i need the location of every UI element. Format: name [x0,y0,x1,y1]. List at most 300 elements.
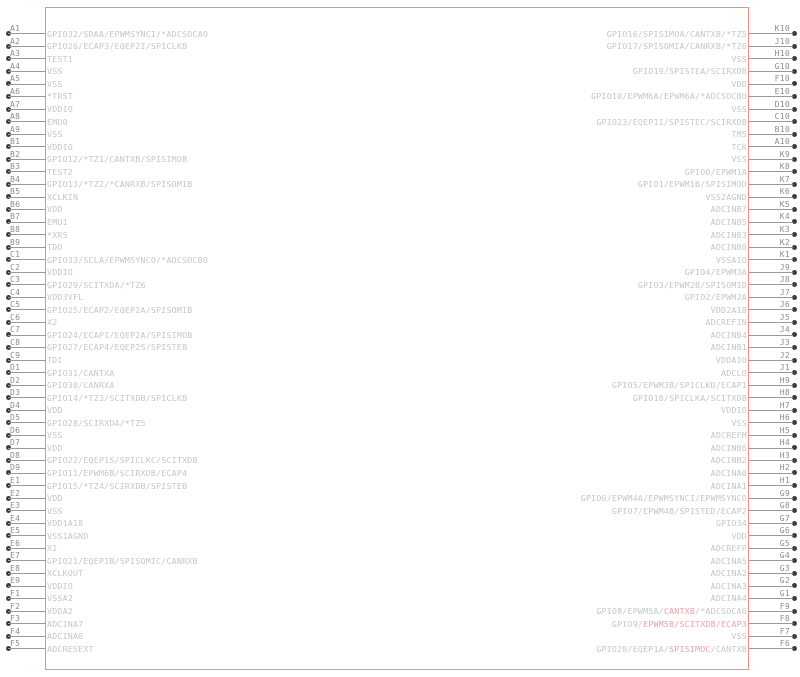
pin-row-F6 [0,639,800,655]
pin-number: D6 [10,425,21,435]
pin-label-segment: GPIO6/EPWM4A/EPWMSYNCI/EPWMSYNCO [580,493,747,504]
pin-label-segment: VDD3VFL [47,292,84,303]
pin-line [749,422,793,423]
pin-row-H4 [0,438,800,454]
pin-label [731,530,747,542]
pin-label [711,567,747,579]
pin-label [711,229,747,241]
pin-label-segment: VSS [47,78,63,89]
pin-label-segment: VDDIO [47,580,73,591]
pin-number: H1 [779,476,790,485]
pin-number: E6 [10,538,21,548]
pin-line [749,397,793,398]
pin-row-G10 [0,61,800,78]
pin-label-segment: ADCINA2 [710,568,747,579]
pin-row-K8 [0,162,800,178]
pin-row-J1 [0,363,800,379]
pin-number: A2 [10,36,21,46]
pin-row-H7 [0,400,800,417]
pin-row-K3 [0,225,800,241]
pin-row-J2 [0,350,800,367]
pin-number: K3 [779,225,790,234]
pin-label-segment: GPIO15/*TZ4/SCIRXDB/SPISTEB [47,480,188,491]
pin-row-K2 [0,237,800,254]
pin-label-segment: VDD [47,442,63,453]
pin-number: F5 [10,639,21,649]
pin-label-segment: GPIO34 [715,518,747,529]
pin-number: D2 [10,375,21,385]
pin-line [749,146,793,147]
pin-label-segment: GPIO26/ECAP3/EQEP2I/SPICLKB [47,41,188,52]
pin-label-segment: ADCINB3 [710,229,747,240]
pin-label-segment: VSS [47,66,63,77]
pin-label-segment: GPIO33/SCLA/EPWMSYNCO/*ADCSOCBO [47,254,209,265]
pin-row-J10 [0,36,800,53]
pin-label-segment: VSS [47,430,63,441]
pin-label [731,630,747,642]
pin-row-F8 [0,614,800,630]
pin-line [749,84,793,85]
pin-number: J8 [779,275,790,285]
pin-number: A8 [10,112,21,122]
pin-label-segment: GPIO25/ECAP2/EQEP2A/SPISOMIB [47,304,193,315]
pin-row-G2 [0,576,800,592]
pin-label-segment: GPIO27/ECAP4/EQEP2S/SPISTEB [47,342,188,353]
pin-label [711,241,747,253]
pin-number: K10 [774,24,790,34]
pin-number: H6 [779,413,790,423]
pin-line [749,96,793,97]
pin-label-segment: ADCINB6 [710,442,747,453]
pin-line [749,560,793,561]
pin-line [749,648,793,649]
pin-label [711,216,747,228]
pin-label-segment: GPIO28/SCIRXDA/*TZ5 [47,417,146,428]
pin-label-segment: VSS2AGND [705,191,747,202]
pin-label-segment: GPIO30/CANRXA [47,380,115,391]
pin-label [711,592,747,604]
pin-number: B3 [10,162,21,172]
pin-label-segment: /*ADCSOCAO [695,606,747,616]
pin-number: E3 [10,501,21,511]
pin-number: H3 [779,450,790,460]
pin-number: C4 [10,287,21,297]
pin-label-segment: ADCINA4 [710,593,747,604]
pin-line [749,71,793,72]
pin-number: J3 [779,337,790,347]
pin-label-segment: ADCREFP [710,543,747,554]
pin-label-segment: EMU1 [47,216,68,227]
pin-number: G1 [779,588,790,598]
pin-number: B1 [10,137,21,147]
pin-label [711,203,747,215]
pin-number: F7 [779,626,790,636]
pin-label [731,78,747,90]
pin-label-segment: TDO [47,242,63,253]
pin-label-segment: VSSAIO [715,254,747,265]
pin-row-F7 [0,626,800,643]
pin-number: F4 [10,626,21,636]
pin-row-G4 [0,551,800,567]
pin-label-segment: VDD1A18 [47,518,84,529]
pin-label-segment: ADCINB4 [710,329,747,340]
pin-row-B10 [0,124,800,141]
pin-number: D1 [10,363,21,373]
pin-number: E7 [10,551,21,561]
pin-label-segment: GPIO18/SPICLKA/SCITXDB [632,392,747,403]
pin-row-J8 [0,275,800,291]
pin-label-segment: GPIO31/CANTXA [47,367,115,378]
pin-line [749,259,793,260]
pin-label-segment: GPIO14/*TZ3/SCITXDB/SPICLKB [47,392,188,403]
pin-label [596,605,747,617]
pin-line [749,234,793,235]
pin-label [711,580,747,592]
pin-row-G8 [0,501,800,517]
pin-number: K7 [779,174,790,184]
pin-number: B4 [10,174,21,184]
pin-label-segment: GPIO0/EPWM1A [684,166,747,177]
pin-label-segment: ADCINB0 [710,242,747,253]
pin-line [749,184,793,185]
pin-label-segment: VDDA2 [47,606,73,616]
pin-label-segment: VSS1AGND [47,530,89,541]
pin-label-segment: VDDIO [47,267,73,278]
pin-line [749,548,793,549]
pin-label-segment: GPIO8/EPWM5A/ [596,606,664,616]
pin-label-segment: XCLKIN [47,191,79,202]
pin-label [705,316,747,328]
pin-label-segment: ADCINB2 [710,455,747,466]
pin-number: H8 [779,388,790,398]
pin-number: C7 [10,325,21,335]
pin-line [749,410,793,411]
pin-number: E1 [10,476,21,485]
pin-row-H2 [0,463,800,479]
pin-label-segment: VDD2A18 [710,304,747,315]
pin-label [711,480,747,492]
pin-label-segment: GPIO22/EQEP1S/SPICLKC/SCITXDB [47,455,198,466]
pin-number: K2 [779,237,790,247]
pin-number: F1 [10,588,21,598]
pin-label [716,254,747,266]
pin-label-segment: GPIO12/*TZ1/CANTXB/SPISIMOB [47,154,188,165]
pin-number: E5 [10,526,21,536]
pin-label-segment: XCLKOUT [47,568,84,579]
pin-label-segment: GPIO20/EQEP1A/ [596,643,670,654]
pin-line [749,485,793,486]
pin-line [749,284,793,285]
pin-row-K1 [0,250,800,266]
pin-number: J9 [779,262,790,272]
pin-line [749,623,793,624]
pin-label-segment: GPIO19/SPISTEA/SCIRXDB [632,66,747,77]
pin-label-segment: GPIO2/EPWM2A [684,292,747,303]
pin-number: K9 [779,149,790,159]
pin-number: A3 [10,49,21,59]
pin-line [749,58,793,59]
pin-label [685,166,747,178]
pin-line [749,510,793,511]
pin-number: J10 [774,36,790,46]
pin-label-highlight-segment: SPISIMOC [669,643,711,654]
pin-line [749,335,793,336]
pin-label [633,65,747,77]
pin-label-segment: GPIO11/EPWM6B/SCIRXDB/ECAP4 [47,467,188,478]
pin-number: A4 [10,61,21,71]
pin-number: C8 [10,337,21,347]
pin-label [716,517,747,529]
pin-line [749,109,793,110]
pin-number: H9 [779,375,790,385]
pin-label-segment: TCK [731,141,747,152]
pin-number: K1 [779,250,790,260]
pin-row-F10 [0,74,800,90]
pin-label-segment: ADCINB5 [710,216,747,227]
pin-number: B6 [10,199,21,209]
pin-label-segment: VSS [731,631,747,642]
pin-row-G1 [0,588,800,605]
pin-line [749,33,793,34]
pin-label [607,28,747,40]
pin-label [633,392,747,404]
pin-number: E4 [10,513,21,523]
pin-label-segment: ADCINA5 [710,555,747,566]
pin-number: J1 [779,363,790,373]
pin-label-segment: X2 [47,317,58,328]
pin-label [711,442,747,454]
pin-line [749,385,793,386]
pin-label [731,153,747,165]
pin-number: A9 [10,124,21,134]
pin-number: B7 [10,212,21,222]
pin-label-segment: GPIO24/ECAP1/EQEP2A/SPISIMOB [47,329,193,340]
pin-row-K5 [0,199,800,216]
pin-row-G3 [0,563,800,580]
pin-row-G7 [0,513,800,530]
pin-number: D5 [10,413,21,423]
pin-number: G8 [779,501,790,511]
pin-line [749,322,793,323]
pin-number: J2 [779,350,790,360]
pin-label [596,643,747,655]
pin-number: B9 [10,237,21,247]
pin-label-segment: ADCINB7 [710,204,747,215]
pin-number: D7 [10,438,21,448]
pin-label-segment: /CANTXB [710,643,747,654]
pin-number: K8 [779,162,790,172]
pin-number: F10 [774,74,790,84]
pin-label-segment: ADCINA3 [710,580,747,591]
pin-number: F2 [10,601,21,611]
pin-number: C2 [10,262,21,272]
pin-number: K6 [779,187,790,197]
pin-line [749,272,793,273]
pin-number: F6 [779,639,790,649]
pin-number: E8 [10,563,21,573]
pin-label-segment: GPIO5/EPWM3B/SPICLKD/ECAP1 [611,380,747,391]
pin-number: F3 [10,614,21,624]
pin-row-H10 [0,49,800,65]
pin-row-H9 [0,375,800,392]
pin-number: B2 [10,149,21,159]
pin-number: G2 [779,576,790,586]
pin-number: F9 [779,601,790,611]
pin-label [711,542,747,554]
pin-label-segment: EMU0 [47,116,68,127]
pin-label [596,116,747,128]
pin-label-segment: X1 [47,543,58,554]
pin-label-segment: VDD [47,204,63,215]
pin-row-H8 [0,388,800,404]
pin-label-segment: ADCREFIN [705,317,747,328]
pin-label-segment: *XRS [47,229,68,240]
pin-line [749,309,793,310]
pin-label-segment: ADCINA1 [710,480,747,491]
pin-label-segment: GPIO1/EPWM1B/SPISIMOD [637,179,747,190]
pin-label [731,141,747,153]
pin-label [721,367,747,379]
pin-line [749,222,793,223]
pin-row-J9 [0,262,800,279]
pin-label [716,354,747,366]
pin-line [749,247,793,248]
pin-label [731,417,747,429]
pin-label-segment: ADCINA6 [47,631,84,642]
pin-line [749,209,793,210]
pin-number: D3 [10,388,21,398]
pin-label-segment: TEST2 [47,166,73,177]
pin-line [749,347,793,348]
pin-row-J7 [0,287,800,304]
pin-number: J7 [779,287,790,297]
pin-row-J3 [0,337,800,354]
pin-label [612,505,747,517]
pin-row-K10 [0,24,800,40]
pin-row-K7 [0,174,800,191]
pin-label [721,404,747,416]
pin-line [749,598,793,599]
pin-number: G9 [779,488,790,498]
pin-label [731,128,747,140]
pin-number: C3 [10,275,21,285]
pin-label [591,90,747,102]
pin-line [749,121,793,122]
pin-label-segment: VDD [47,493,63,504]
pin-row-K6 [0,187,800,203]
pin-number: A5 [10,74,21,84]
pin-row-A10 [0,137,800,153]
pin-label-segment: ADCLO [721,367,747,378]
pin-line [749,46,793,47]
pin-number: H5 [779,425,790,435]
pin-line [749,611,793,612]
pin-row-E10 [0,86,800,103]
pin-label-segment: VSS [731,53,747,64]
pin-label-segment: GPIO3/EPWM2B/SPISOMID [637,279,747,290]
pin-line [749,636,793,637]
pin-row-J4 [0,325,800,341]
pin-label-segment: VDDIO [47,104,73,114]
pin-label-segment: GPIO23/EQEP1I/SPISTEC/SCIRXDB [596,116,747,127]
pin-number: J4 [779,325,790,335]
pin-number: G5 [779,538,790,548]
pin-label-segment: ADCINA7 [47,618,84,629]
pin-line [749,473,793,474]
pin-label-segment: GPIO9/ [611,618,644,629]
pin-row-K4 [0,212,800,228]
pin-number: C6 [10,312,21,322]
pin-line [749,535,793,536]
pin-number: A7 [10,99,21,109]
pin-number: H2 [779,463,790,473]
pin-label-segment: VSSA2 [47,593,73,604]
pin-label-segment: GPIO21/EQEP1B/SPISOMIC/CANRXB [47,555,198,566]
pin-label [711,467,747,479]
pin-label-segment: TEST1 [47,53,73,64]
pin-number: A10 [774,137,790,147]
pin-line [749,372,793,373]
pin-label-segment: VSS [731,154,747,165]
pin-number: D10 [774,99,790,109]
pin-row-G5 [0,538,800,555]
pin-label-segment: GPIO10/EPWM6A/EPWM6A/*ADCSOCBO [591,91,747,102]
pin-number: F8 [779,614,790,624]
pin-number: D9 [10,463,21,473]
pin-row-H5 [0,425,800,442]
pin-label-segment: VSS [47,505,63,516]
pin-label-segment: VSS [731,104,747,114]
pin-line [749,171,793,172]
pin-number: H4 [779,438,790,448]
pin-label [581,492,747,504]
pin-label [607,40,747,52]
pin-number: E10 [774,86,790,96]
pin-label-highlight-segment: CANTXB [663,606,696,616]
pin-number: A6 [10,86,21,96]
pin-number: G4 [779,551,790,561]
pin-number: K4 [779,212,790,222]
pin-label-segment: GPIO4/EPWM3A [684,267,747,278]
pin-label-segment: VDD [47,405,63,416]
pin-label-segment: GPIO7/EPWM4B/SPISTED/ECAP2 [611,505,747,516]
pin-number: C9 [10,350,21,360]
pin-label-highlight-segment: EPWM5B/SCITXDB/ECAP3 [643,618,747,629]
pin-line [749,360,793,361]
pin-label [638,279,747,291]
pin-row-G6 [0,526,800,542]
pin-row-G9 [0,488,800,505]
pin-label [711,341,747,353]
pin-number: C1 [10,250,21,260]
pin-label-segment: GPIO17/SPISOMIA/CANRXB/*TZ6 [606,41,747,52]
pin-label-segment: ADCINB1 [710,342,747,353]
pin-label [705,191,747,203]
pin-label-segment: VDD [731,530,747,541]
pin-label-segment: GPIO29/SCITXDA/*TZ6 [47,279,146,290]
pin-number: G7 [779,513,790,523]
pin-label-segment: VSS [731,417,747,428]
pin-number: C10 [774,112,790,122]
pin-label-segment: VDDAIO [715,355,747,365]
pin-row-K9 [0,149,800,166]
pin-number: J5 [779,312,790,322]
pin-label [711,304,747,316]
pin-line [749,435,793,436]
pin-line [749,159,793,160]
pin-number: A1 [10,24,21,34]
pin-label-segment: VDD [731,78,747,89]
